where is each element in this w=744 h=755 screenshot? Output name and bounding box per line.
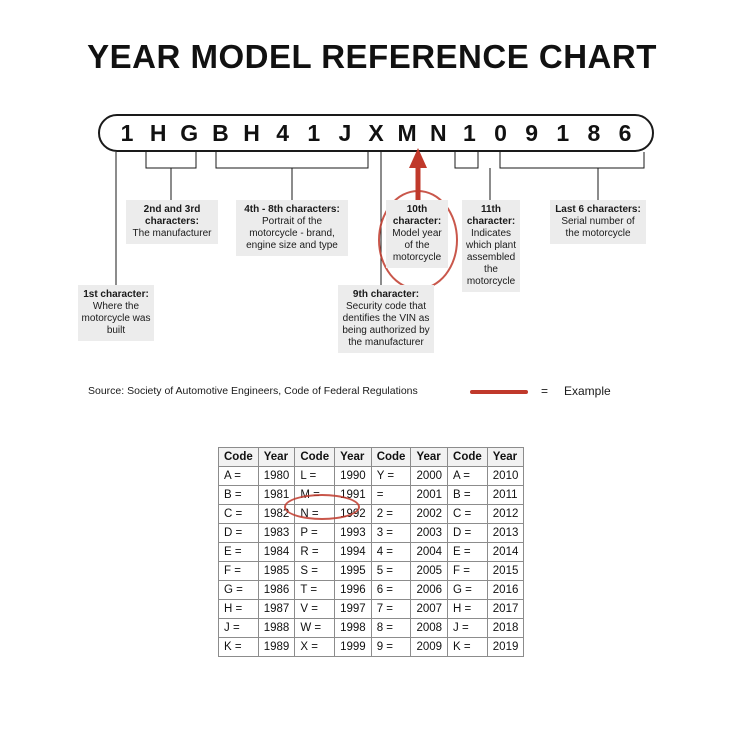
cell-code: 5 = [371,562,411,581]
cell-year: 2010 [487,467,524,486]
cell-code: P = [295,524,335,543]
cell-year: 1994 [335,543,372,562]
cell-year: 2006 [411,581,448,600]
cell-code: A = [219,467,259,486]
cell-year: 2008 [411,619,448,638]
vin-char-10: M [397,119,417,146]
cell-code-highlighted: M = [295,486,335,505]
header-code-4: Code [448,448,488,467]
vin-char-5: H [243,119,260,146]
cell-year-highlighted: 1991 [335,486,372,505]
cell-code: F = [219,562,259,581]
cell-year: 1996 [335,581,372,600]
cell-code: T = [295,581,335,600]
callout-7-body: Serial number of the motorcycle [561,216,635,239]
cell-year: 2014 [487,543,524,562]
cell-year: 2016 [487,581,524,600]
cell-year: 1998 [335,619,372,638]
year-code-table [218,447,524,657]
header-code-1: Code [219,448,259,467]
cell-year: 1995 [335,562,372,581]
table-row [219,562,524,581]
cell-code: 9 = [371,638,411,657]
cell-year: 1985 [258,562,295,581]
vin-char-3: G [180,119,199,146]
callout-5-heading: 10th character: [392,204,442,227]
cell-code: X = [295,638,335,657]
callout-6-heading: 11th character: [466,204,516,227]
callout-7-heading: Last 6 characters: [555,204,641,215]
vin-character-row [98,114,654,152]
cell-year: 2019 [487,638,524,657]
vin-char-11: N [429,119,447,146]
cell-year: 2013 [487,524,524,543]
vin-char-1: 1 [120,119,134,146]
cell-code: 6 = [371,581,411,600]
callout-11th-character [462,200,520,292]
cell-year: 2012 [487,505,524,524]
cell-code: J = [448,619,488,638]
cell-code: 8 = [371,619,411,638]
legend-red-bar-icon [470,390,528,394]
header-year-3: Year [411,448,448,467]
cell-code: R = [295,543,335,562]
source-note: Source: Society of Automotive Engineers, Code of Federal Regulations [88,385,418,397]
cell-code: A = [448,467,488,486]
cell-code: D = [219,524,259,543]
table-row [219,638,524,657]
cell-code: E = [219,543,259,562]
table-row [219,505,524,524]
cell-code: 7 = [371,600,411,619]
cell-year: 2002 [411,505,448,524]
cell-year: 1990 [335,467,372,486]
vin-char-13: 0 [494,119,507,146]
cell-year: 2000 [411,467,448,486]
callout-4-body: Security code that dentifies the VIN as being authorized by the manufacturer [342,301,430,348]
vin-char-14: 9 [525,119,539,146]
cell-code: C = [219,505,259,524]
cell-year: 1981 [258,486,295,505]
callout-3-body: Portrait of the motorcycle - brand, engine size and type [246,216,338,251]
callout-4th-8th-characters [236,200,348,256]
cell-code: 4 = [371,543,411,562]
callout-1st-character [78,285,154,341]
vin-char-16: 8 [587,119,601,146]
cell-year: 1997 [335,600,372,619]
header-year-2: Year [335,448,372,467]
cell-code: V = [295,600,335,619]
cell-year: 2003 [411,524,448,543]
cell-code: H = [219,600,259,619]
cell-year: 1987 [258,600,295,619]
callout-4-heading: 9th character: [352,289,420,300]
vin-char-4: B [212,119,229,146]
header-year-1: Year [258,448,295,467]
vin-char-8: J [338,119,352,146]
callout-1-body: Where the motorcycle was built [81,301,151,336]
cell-code: 3 = [371,524,411,543]
cell-year: 1984 [258,543,295,562]
cell-year: 1989 [258,638,295,657]
cell-code: 2 = [371,505,411,524]
cell-code: D = [448,524,488,543]
cell-year: 1980 [258,467,295,486]
vin-char-15: 1 [556,119,570,146]
legend-equals-sign: = [541,384,549,398]
cell-code: Y = [371,467,411,486]
cell-code: F = [448,562,488,581]
callout-5-body: Model year of the motorcycle [392,228,442,263]
callout-2-body: The manufacturer [132,228,212,239]
callout-9th-character [338,285,434,353]
cell-code: B = [219,486,259,505]
cell-year: 2005 [411,562,448,581]
cell-year: 2009 [411,638,448,657]
callout-3-heading: 4th - 8th characters: [244,204,340,215]
header-code-3: Code [371,448,411,467]
cell-code: = [371,486,411,505]
cell-code: K = [219,638,259,657]
table-row [219,600,524,619]
cell-code: B = [448,486,488,505]
table-body [219,467,524,657]
cell-code: G = [219,581,259,600]
table-header-row [219,448,524,467]
header-code-2: Code [295,448,335,467]
cell-code: G = [448,581,488,600]
cell-code: S = [295,562,335,581]
callout-1-heading: 1st character: [83,289,149,300]
table-row [219,486,524,505]
cell-year: 1983 [258,524,295,543]
cell-year: 2004 [411,543,448,562]
page-title: YEAR MODEL REFERENCE CHART [87,38,657,75]
table-row [219,581,524,600]
callout-6-body: Indicates which plant assembled the motorcycle [465,228,517,287]
cell-year: 2007 [411,600,448,619]
cell-code: C = [448,505,488,524]
cell-year: 2015 [487,562,524,581]
callout-2nd-3rd-characters [126,200,218,244]
cell-code: W = [295,619,335,638]
cell-code: L = [295,467,335,486]
callout-last-6-characters [550,200,646,244]
cell-year: 2011 [487,486,524,505]
vin-char-7: 1 [307,119,321,146]
table-row [219,467,524,486]
cell-year: 1993 [335,524,372,543]
table-row [219,619,524,638]
vin-char-12: 1 [462,119,476,146]
vin-char-2: H [149,119,167,146]
cell-code: E = [448,543,488,562]
table-row [219,524,524,543]
cell-code: H = [448,600,488,619]
cell-year: 2018 [487,619,524,638]
cell-year: 1988 [258,619,295,638]
cell-year: 1999 [335,638,372,657]
vin-char-9: X [368,119,384,146]
year-code-table-wrapper [218,447,524,657]
cell-year: 2001 [411,486,448,505]
cell-code: J = [219,619,259,638]
callout-10th-character [386,200,448,268]
vin-char-17: 6 [618,119,632,146]
callout-2-heading: 2nd and 3rd characters: [143,204,201,227]
legend-label: Example [564,384,611,398]
header-year-4: Year [487,448,524,467]
cell-year: 1982 [258,505,295,524]
table-row [219,543,524,562]
cell-code: K = [448,638,488,657]
vin-char-6: 4 [276,119,290,146]
cell-code: N = [295,505,335,524]
cell-year: 1986 [258,581,295,600]
cell-year: 2017 [487,600,524,619]
cell-year: 1992 [335,505,372,524]
